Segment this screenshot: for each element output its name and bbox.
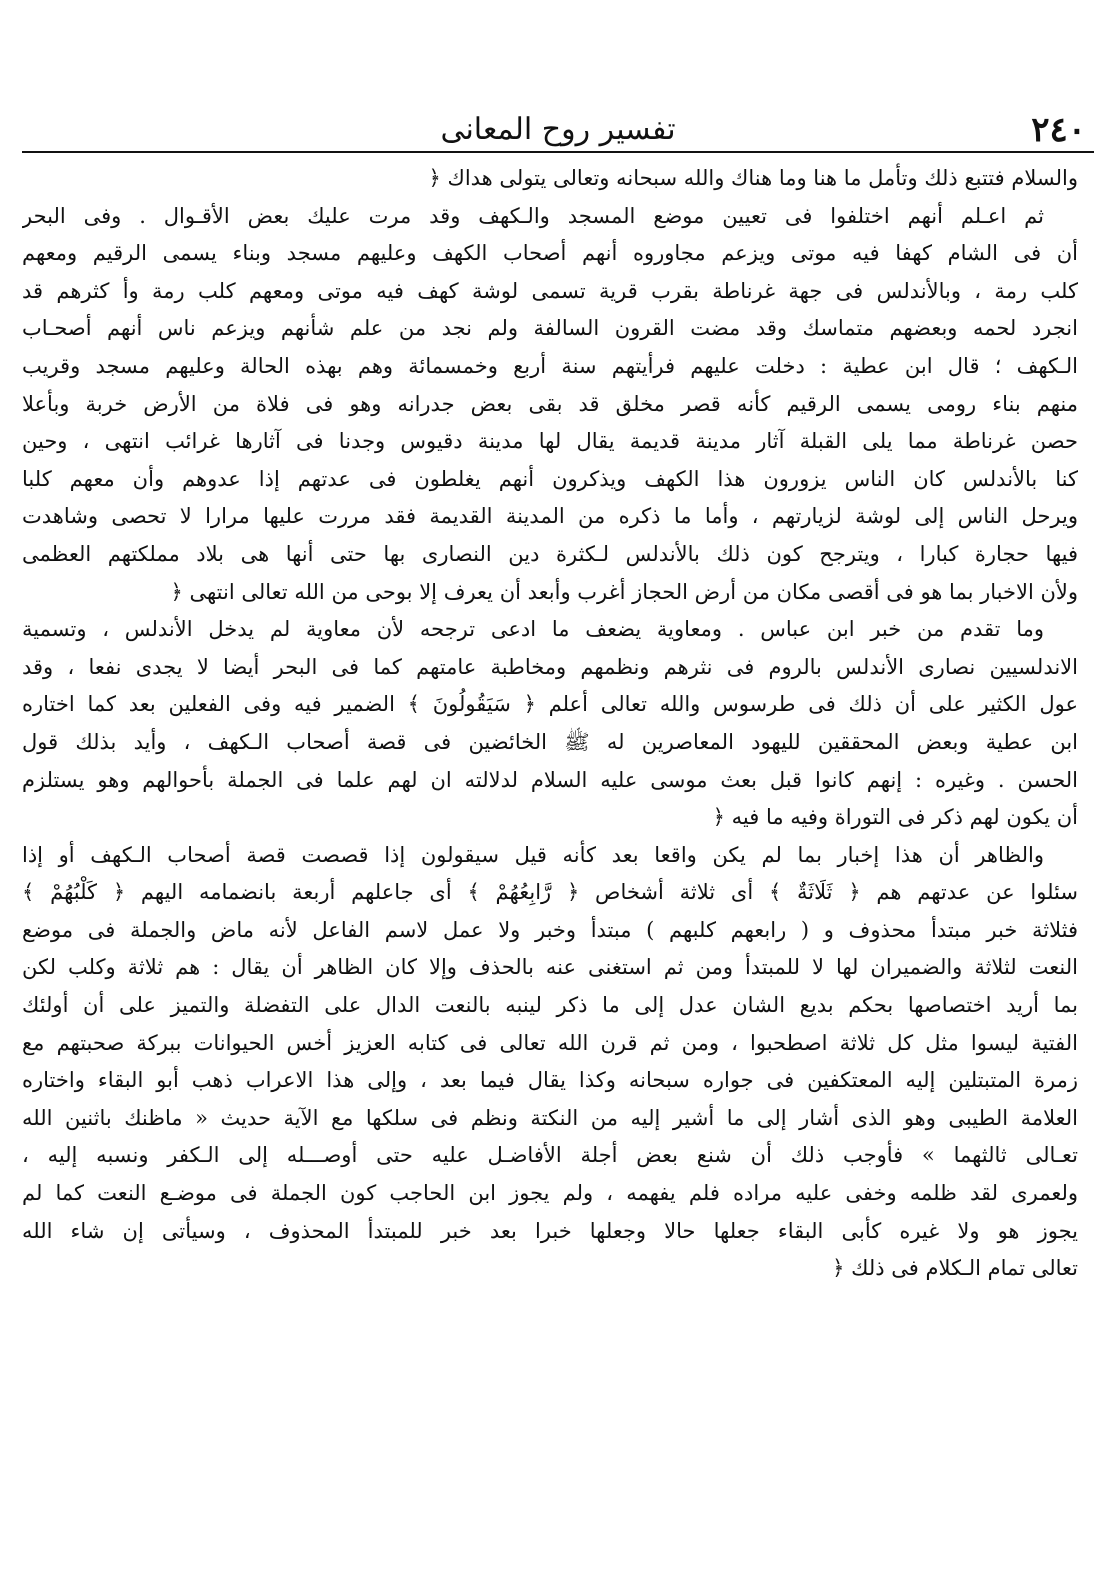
text-line: العلامة الطيبى وهو الذى أشار إلى ما أشير إليه من النكتة ونظم فى سلكها مع الآية حديث « ماظنك باثنين الله [22, 1105, 1078, 1130]
text-line: بما أريد اختصاصها بحكم بديع الشان عدل إلى ما ذكر لينبه بالنعت الدال على التفضلة والتميز على أن أولئك [22, 993, 1078, 1018]
text-line: الـكهف ؛ قال ابن عطية : دخلت عليهم فرأيتهم سنة أربع وخمسمائة وهم بهذه الحالة وعليهم مسجد وقريب [22, 353, 1078, 378]
text-line: فيها حجارة كبارا ، ويترجح كون ذلك بالأندلس لـكثرة دين النصارى بها حتى أنها هى بلاد مملكتهم العظمى [22, 541, 1078, 566]
text-line: الاندلسيين نصارى الأندلس بالروم فى نثرهم ونظمهم ومخاطبة عامتهم كما فى البحر أيضا لا يجدى نفعا ، وقد [22, 654, 1078, 679]
book-title: تفسير روح المعانى [440, 112, 676, 147]
text-line: كلب رمة ، وبالأندلس فى جهة غرناطة بقرب قرية تسمى لوشة كهف فيه موتى ومعهم كلب رمة وأ كثرهم قد [22, 278, 1078, 303]
text-line: النعت لثلاثة والضميران لها لا للمبتدأ ومن ثم استغنى عنه بالحذف وإلا كان الظاهر أن يقال : هم ثلاثة وكلب لكن [22, 955, 1078, 980]
text-line: أن يكون لهم ذكر فى التوراة وفيه ما فيه ﴿ [712, 805, 1078, 830]
text-line: منهم بناء رومى يسمى الرقيم كأنه قصر مخلق قد بقى بعض جدرانه وهو فى فلاة من الأرض خربة وبأعلا [22, 391, 1078, 416]
text-line: زمرة المتبتلين إليه المعتكفين فى جواره سبحانه وكذا يقال فيما بعد ، وإلى هذا الاعراب ذهب أبو البقاء واختاره [22, 1068, 1078, 1093]
text-line: الحسن . وغيره : إنهم كانوا قبل بعث موسى عليه السلام لدلالته ان لهم علما فى الجملة بأحوالهم وهو يستلزم [22, 767, 1078, 792]
text-line: سئلوا عن عدتهم هم ﴿ ثَلَاثَةٌ ﴾ أى ثلاثة أشخاص ﴿ رَّابِعُهُمْ ﴾ أى جاعلهم أربعة بانضمامه اليهم ﴿ كَلْبُهُمْ ﴾ [22, 880, 1078, 905]
text-line: ويرحل الناس إلى لوشة لزيارتهم ، وأما ما ذكره من المدينة القديمة فقد مررت عليها مرارا لا تحصى وشاهدت [22, 504, 1078, 529]
text-line: كنا بالأندلس كان الناس يزورون هذا الكهف ويذكرون أنهم يغلطون فى عدتهم إذا عدوهم وأن معهم كلبا [22, 466, 1078, 491]
text-line: ولأن الاخبار بما هو فى أقصى مكان من أرض الحجاز أغرب وأبعد أن يعرف إلا بوحى من الله تعالى انتهى ﴿ [170, 579, 1078, 604]
body-text [22, 160, 1078, 1288]
text-line: والظاهر أن هذا إخبار بما لم يكن واقعا بعد كأنه قيل سيقولون إذا قصصت قصة أصحاب الـكهف أو إذا [22, 842, 1044, 867]
page-header [22, 108, 1094, 154]
text-line: وما تقدم من خبر ابن عباس . ومعاوية يضعف ما ادعى ترجحه لأن معاوية لم يدخل الأندلس ، وتسمية [22, 617, 1044, 642]
text-line: أن فى الشام كهفا فيه موتى ويزعم مجاوروه أنهم أصحاب الكهف وعليهم مسجد وبناء يسمى الرقيم ومعهم [22, 241, 1078, 266]
text-line: انجرد لحمه وبعضهم متماسك وقد مضت القرون السالفة ولم نجد من علم شأنهم ويزعم ناس أنهم أصحـاب [22, 316, 1078, 341]
text-line: تعـالى ثالثهما » فأوجب ذلك أن شنع بعض أجلة الأفاضـل عليه حتى أوصـــله إلى الـكفر ونسبه إليه ، [22, 1143, 1078, 1168]
header-divider [22, 151, 1094, 153]
page-number: ٢٤٠ [1031, 110, 1086, 150]
text-line: ولعمرى لقد ظلمه وخفى عليه مراده فلم يفهمه ، ولم يجوز ابن الحاجب كون الجملة فى موضـع النعت كما لم [22, 1181, 1078, 1206]
text-line: الفتية ليسوا مثل كل ثلاثة اصطحبوا ، ومن ثم قرن الله تعالى فى كتابه العزيز أخس الحيوانات ببركة صحبتهم مع [22, 1030, 1078, 1055]
text-line: ابن عطية وبعض المحققين لليهود المعاصرين له ﷺ الخائضين فى قصة أصحاب الـكهف ، وأيد بذلك قول [22, 729, 1078, 754]
text-line: حصن غرناطة مما يلى القبلة آثار مدينة قديمة يقال لها مدينة دقيوس وجدنا فى آثارها غرائب انتهى ، وحين [22, 429, 1078, 454]
text-line: فثلاثة خبر مبتدأ محذوف و ( رابعهم كلبهم ) مبتدأ وخبر ولا عمل لاسم الفاعل لأنه ماض والجملة فى موضع [22, 917, 1078, 942]
text-line: يجوز هو ولا غيره كأبى البقاء جعلها حالا وجعلها خبرا بعد خبر للمبتدأ المحذوف ، وسيأتى إن شاء الله [22, 1218, 1078, 1243]
text-line: عول الكثير على أن ذلك فى طرسوس والله تعالى أعلم ﴿ سَيَقُولُونَ ﴾ الضمير فيه وفى الفعلين بعد كما اختاره [22, 692, 1078, 717]
text-line: تعالى تمام الـكلام فى ذلك ﴿ [832, 1256, 1078, 1281]
text-line: والسلام فتتبع ذلك وتأمل ما هنا وما هناك والله سبحانه وتعالى يتولى هداك ﴿ [428, 166, 1078, 190]
text-line: ثم اعـلم أنهم اختلفوا فى تعيين موضع المسجد والـكهف وقد مرت عليك بعض الأقـوال . وفى البحر [22, 203, 1044, 228]
